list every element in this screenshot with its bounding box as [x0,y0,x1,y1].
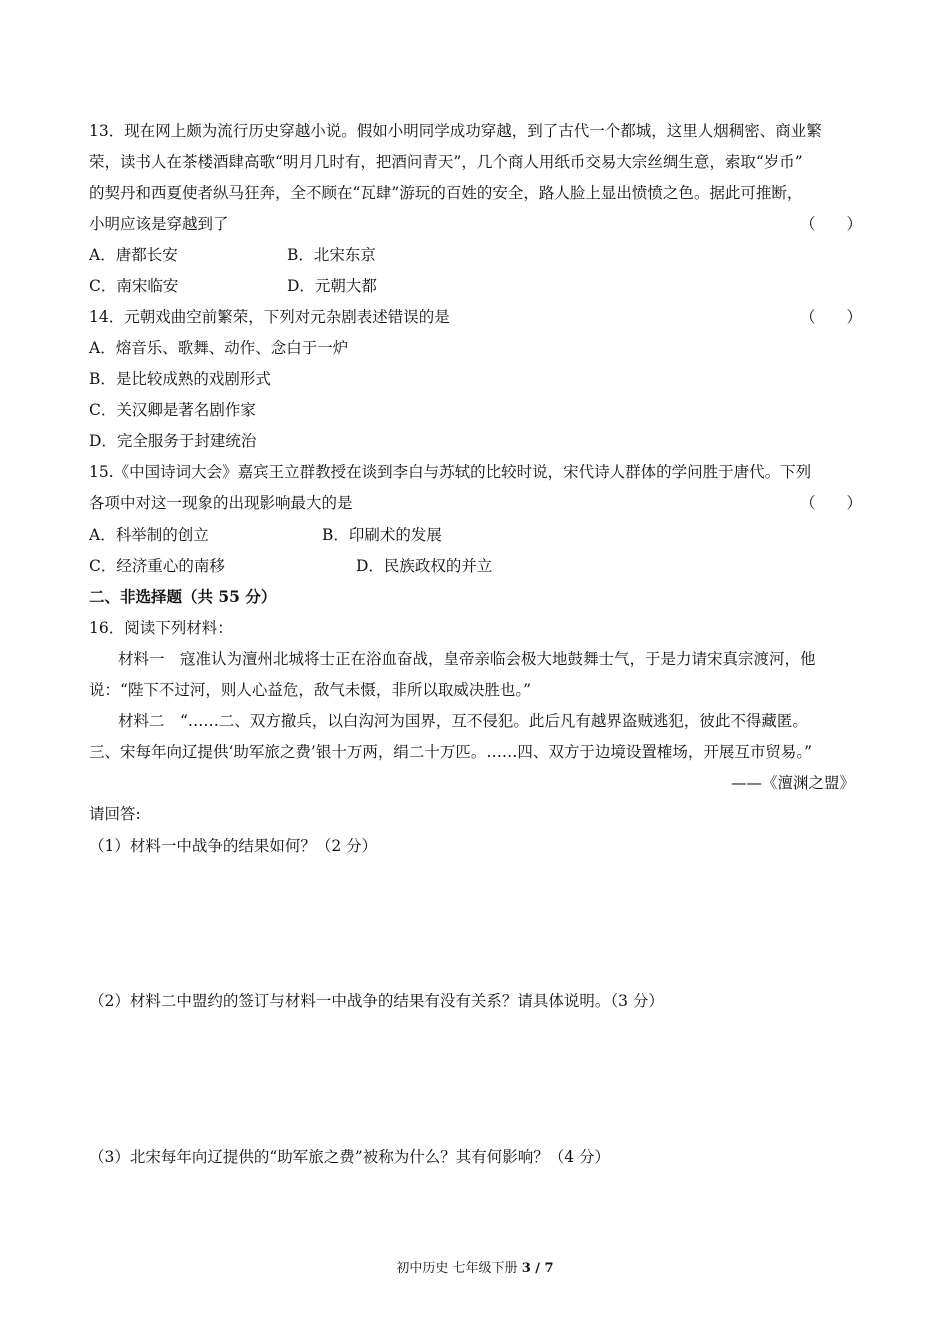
q14-answer-bracket: （ ） [800,308,863,326]
q16-material-1-line-1: 材料一 寇准认为澶州北城将士正在浴血奋战，皇帝亲临会极大地鼓舞士气，于是力请宋真宗渡河，他 [118,650,816,668]
q13-line-3: 的契丹和西夏使者纵马狂奔，全不顾在“瓦肆”游玩的百姓的安全，路人脸上显出愤愤之色。据此可推断， [89,184,803,202]
q13-line-2: 荣，读书人在茶楼酒肆高歌“明月几时有，把酒问青天”，几个商人用纸币交易大宗丝绸生意，索取“岁币” [89,153,803,171]
q15-line-1: 15.《中国诗词大会》嘉宾王立群教授在谈到李白与苏轼的比较时说，宋代诗人群体的学问胜于唐代。下列 [89,463,812,481]
q15-option-a: A．科举制的创立 [89,526,209,544]
q13-option-d: D．元朝大都 [287,277,377,295]
q14-option-c: C．关汉卿是著名剧作家 [89,401,256,419]
q15-line-2: 各项中对这一现象的出现影响最大的是 [89,494,353,512]
q16-material-2-line-2: 三、宋每年向辽提供‘助军旅之费’银十万两，绢二十万匹。……四、双方于边境设置榷场，开展互市贸易。” [89,743,813,761]
q16-material-2-line-1: 材料二 “……二、双方撤兵，以白沟河为国界，互不侵犯。此后凡有越界盗贼逃犯，彼此不得藏匿。 [118,712,808,730]
q16-subquestion-1: （1）材料一中战争的结果如何？（2 分） [89,837,378,855]
q13-option-a: A．唐都长安 [89,246,178,264]
q16-source: ——《澶渊之盟》 [730,774,855,792]
q13-option-c: C．南宋临安 [89,277,179,295]
q13-line-1: 13．现在网上颇为流行历史穿越小说。假如小明同学成功穿越，到了古代一个都城，这里人烟稠密、商业繁 [89,122,822,140]
q16-prompt: 请回答: [89,805,141,823]
q13-line-4: 小明应该是穿越到了 [89,215,229,233]
q15-option-c: C．经济重心的南移 [89,557,225,575]
q13-answer-bracket: （ ） [800,215,863,233]
q15-answer-bracket: （ ） [800,494,863,512]
footer-label: 初中历史 七年级下册 [396,1261,522,1276]
q14-option-a: A．熔音乐、歌舞、动作、念白于一炉 [89,339,349,357]
section-title: 二、非选择题（共 55 分） [89,587,277,606]
page-footer [0,1257,950,1276]
q16-subquestion-2: （2）材料二中盟约的签订与材料一中战争的结果有没有关系？请具体说明。（3 分） [89,992,664,1010]
q14-option-d: D．完全服务于封建统治 [89,432,257,450]
q16-material-1-line-2: 说：“陛下不过河，则人心益危，敌气未慑，非所以取威决胜也。” [89,681,532,699]
q16-stem: 16．阅读下列材料： [89,619,233,637]
q16-subquestion-3: （3）北宋每年向辽提供的“助军旅之费”被称为什么？其有何影响？（4 分） [89,1148,611,1166]
q15-option-b: B．印刷术的发展 [322,526,442,544]
q14-option-b: B．是比较成熟的戏剧形式 [89,370,271,388]
page-number: 3 / 7 [521,1261,554,1276]
q13-option-b: B．北宋东京 [287,246,376,264]
q14-stem: 14．元朝戏曲空前繁荣，下列对元杂剧表述错误的是 [89,308,450,326]
q15-option-d: D．民族政权的并立 [356,557,493,575]
